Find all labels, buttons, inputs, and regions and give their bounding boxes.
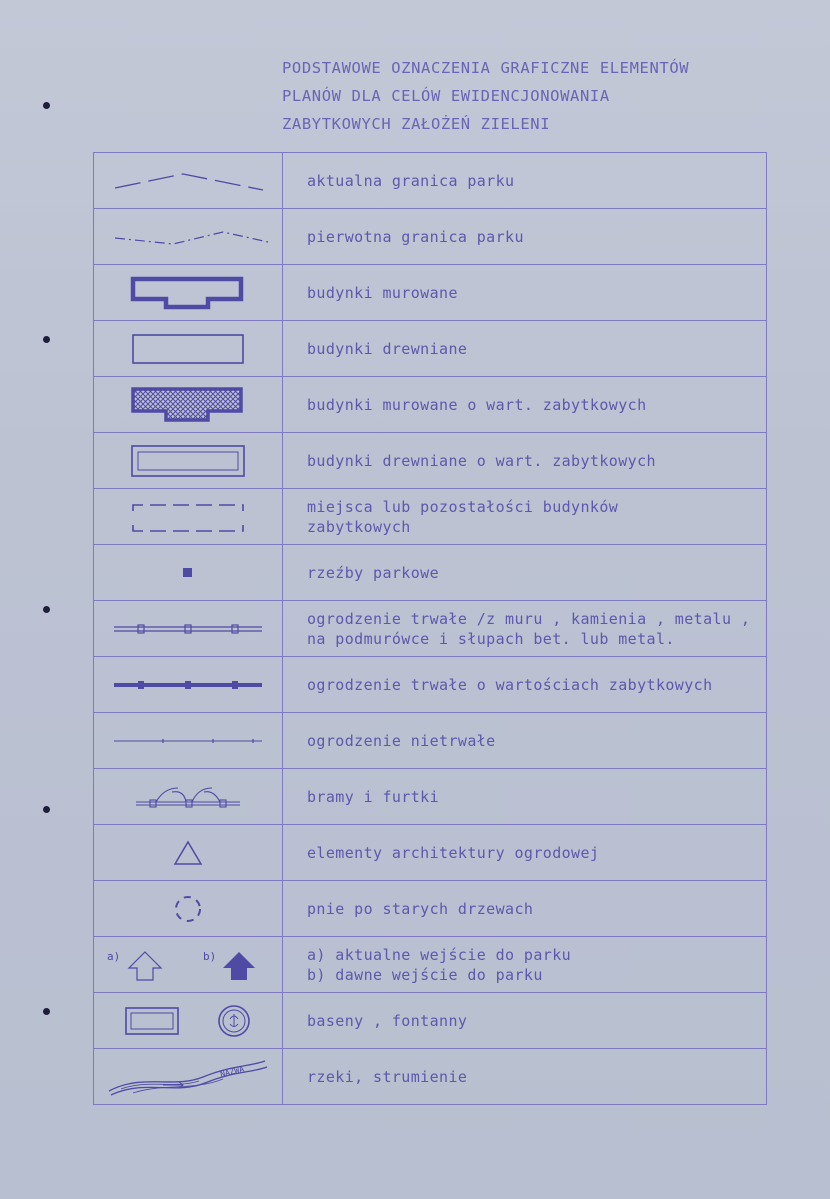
page-title	[282, 54, 812, 138]
description-text: rzeki, strumienie	[307, 1067, 468, 1086]
title-line: PODSTAWOWE OZNACZENIA GRAFICZNE ELEMENTÓW	[282, 59, 690, 77]
description-cell	[283, 713, 767, 769]
symbol-cell	[94, 769, 283, 825]
legend-row	[94, 545, 767, 601]
historic-wooden-building-icon	[128, 442, 248, 480]
pool-fountain-icon	[108, 1001, 268, 1041]
legend-row	[94, 377, 767, 433]
legend-row	[94, 993, 767, 1049]
description-cell	[283, 265, 767, 321]
legend-row	[94, 153, 767, 209]
description-cell	[283, 209, 767, 265]
description-text: a) aktualne wejście do parku	[307, 945, 572, 964]
symbol-cell	[94, 713, 283, 769]
river-icon	[103, 1055, 273, 1099]
title-line: ZABYTKOWYCH ZAŁOŻEŃ ZIELENI	[282, 115, 551, 133]
description-text: ogrodzenie nietrwałe	[307, 731, 496, 750]
description-text: pierwotna granica parku	[307, 227, 524, 246]
stump-circle-icon	[170, 891, 206, 927]
description-cell	[283, 1049, 767, 1105]
gate-icon	[128, 782, 248, 812]
description-text: bramy i furtki	[307, 787, 440, 806]
description-cell	[283, 489, 767, 545]
dashed-line-icon	[103, 166, 273, 196]
description-text: budynki drewniane	[307, 339, 468, 358]
description-text: budynki murowane o wart. zabytkowych	[307, 395, 647, 414]
legend-table	[93, 152, 767, 1105]
description-text: elementy architektury ogrodowej	[307, 843, 600, 862]
legend-row	[94, 881, 767, 937]
legend-row	[94, 321, 767, 377]
description-text: miejsca lub pozostałości budynków	[307, 497, 619, 516]
building-remains-icon	[123, 497, 253, 537]
legend-row	[94, 209, 767, 265]
description-cell	[283, 825, 767, 881]
description-text: ogrodzenie trwałe o wartościach zabytkowych	[307, 675, 713, 694]
description-cell	[283, 881, 767, 937]
punch-hole	[43, 336, 50, 343]
description-cell	[283, 545, 767, 601]
description-cell	[283, 321, 767, 377]
symbol-cell	[94, 321, 283, 377]
historic-fence-icon	[108, 675, 268, 695]
legend-row	[94, 601, 767, 657]
symbol-cell	[94, 1049, 283, 1105]
legend-row	[94, 657, 767, 713]
symbol-cell	[94, 153, 283, 209]
legend-row	[94, 825, 767, 881]
description-cell	[283, 769, 767, 825]
description-text: rzeźby parkowe	[307, 563, 440, 582]
sculpture-icon	[178, 563, 198, 583]
symbol-cell	[94, 209, 283, 265]
description-text: baseny , fontanny	[307, 1011, 468, 1030]
description-cell	[283, 377, 767, 433]
description-text: b) dawne wejście do parku	[307, 965, 543, 984]
dash-dot-line-icon	[103, 222, 273, 252]
masonry-building-icon	[128, 273, 248, 313]
symbol-cell	[94, 657, 283, 713]
legend-row	[94, 489, 767, 545]
description-text: pnie po starych drzewach	[307, 899, 534, 918]
legend-row	[94, 769, 767, 825]
triangle-icon	[171, 838, 205, 868]
legend-row	[94, 433, 767, 489]
punch-hole	[43, 806, 50, 813]
legend-row	[94, 1049, 767, 1105]
entrance-label-a: a)	[107, 949, 121, 963]
symbol-cell	[94, 489, 283, 545]
entrance-arrows-icon	[103, 944, 273, 986]
entrance-label-b: b)	[203, 949, 217, 963]
description-cell	[283, 153, 767, 209]
legend-row	[94, 265, 767, 321]
punch-hole	[43, 102, 50, 109]
historic-masonry-building-icon	[128, 384, 248, 426]
symbol-cell	[94, 937, 283, 993]
description-text: na podmurówce i słupach bet. lub metal.	[307, 629, 675, 648]
symbol-cell	[94, 545, 283, 601]
symbol-cell	[94, 433, 283, 489]
symbol-cell	[94, 377, 283, 433]
description-cell	[283, 601, 767, 657]
description-cell	[283, 657, 767, 713]
river-name-label: NAZWA	[219, 1063, 245, 1079]
description-text: aktualna granica parku	[307, 171, 515, 190]
punch-hole	[43, 1008, 50, 1015]
symbol-cell	[94, 601, 283, 657]
description-text: zabytkowych	[307, 517, 411, 536]
symbol-cell	[94, 993, 283, 1049]
wooden-building-icon	[128, 331, 248, 367]
punch-hole	[43, 606, 50, 613]
legend-row	[94, 713, 767, 769]
description-cell	[283, 937, 767, 993]
description-cell	[283, 993, 767, 1049]
title-line: PLANÓW DLA CELÓW EWIDENCJONOWANIA	[282, 87, 610, 105]
symbol-cell	[94, 881, 283, 937]
description-cell	[283, 433, 767, 489]
description-text: budynki drewniane o wart. zabytkowych	[307, 451, 656, 470]
temporary-fence-icon	[108, 731, 268, 751]
legend-row	[94, 937, 767, 993]
permanent-fence-icon	[108, 619, 268, 639]
description-text: ogrodzenie trwałe /z muru , kamienia , metalu ,	[307, 609, 751, 628]
symbol-cell	[94, 825, 283, 881]
description-text: budynki murowane	[307, 283, 458, 302]
symbol-cell	[94, 265, 283, 321]
